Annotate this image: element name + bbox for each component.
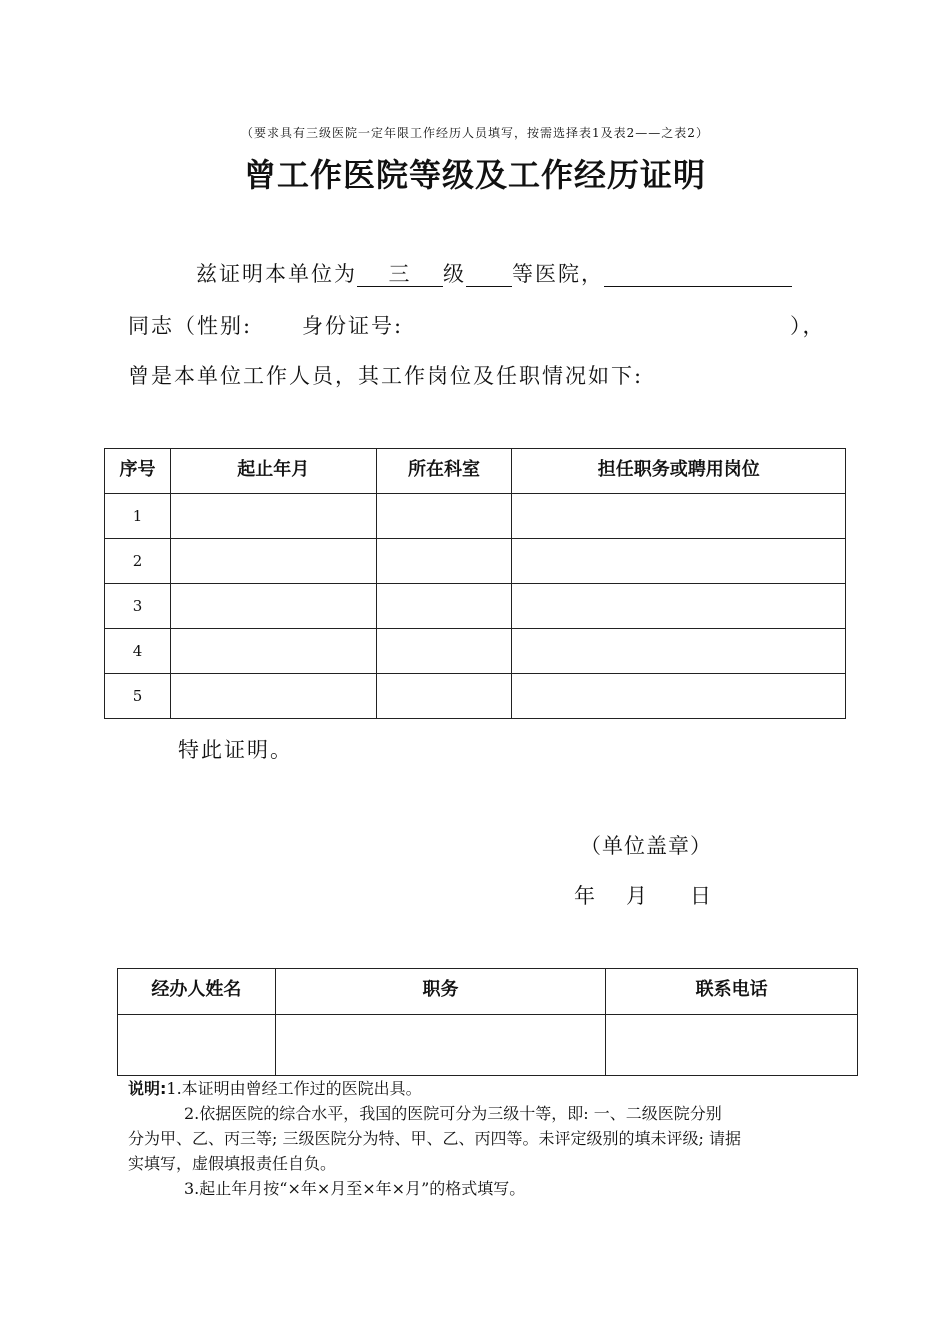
position-cell[interactable] bbox=[512, 494, 846, 539]
cert-line-2-close: ）， bbox=[790, 314, 826, 338]
table-row bbox=[118, 1015, 858, 1076]
position-cell[interactable] bbox=[512, 539, 846, 584]
position-cell[interactable] bbox=[512, 629, 846, 674]
explanation-item-3: 3.起止年月按“×年×月至×年×月”的格式填写。 bbox=[184, 1179, 526, 1198]
handler-name-cell[interactable] bbox=[118, 1015, 276, 1076]
period-cell[interactable] bbox=[170, 584, 376, 629]
position-cell[interactable] bbox=[512, 584, 846, 629]
hospital-level-field[interactable] bbox=[357, 262, 443, 287]
col-header-index: 序号 bbox=[105, 449, 171, 494]
header-note: （要求具有三级医院一定年限工作经历人员填写，按需选择表1及表2——之表2） bbox=[241, 126, 709, 140]
row-index: 2 bbox=[105, 539, 171, 584]
explanation-item-2-line-3: 实填写，虚假填报责任自负。 bbox=[128, 1154, 337, 1173]
handler-table bbox=[117, 968, 858, 1076]
date-day: 日 bbox=[690, 884, 713, 908]
col-header-department: 所在科室 bbox=[376, 449, 512, 494]
cert-line-1 bbox=[196, 258, 792, 288]
col-header-period: 起止年月 bbox=[170, 449, 376, 494]
period-cell[interactable] bbox=[170, 539, 376, 584]
handler-header-row bbox=[118, 969, 858, 1015]
hospital-grade-field[interactable] bbox=[466, 262, 512, 287]
table-row bbox=[105, 494, 846, 539]
department-cell[interactable] bbox=[376, 629, 512, 674]
work-history-header-row bbox=[105, 449, 846, 494]
period-cell[interactable] bbox=[170, 629, 376, 674]
department-cell[interactable] bbox=[376, 674, 512, 719]
grade-suffix: 等医院， bbox=[512, 262, 604, 286]
handler-title-cell[interactable] bbox=[275, 1015, 606, 1076]
department-cell[interactable] bbox=[376, 494, 512, 539]
unit-stamp-label: （单位盖章） bbox=[580, 834, 712, 858]
period-cell[interactable] bbox=[170, 674, 376, 719]
date-year: 年 bbox=[574, 884, 597, 908]
col-header-handler-phone: 联系电话 bbox=[606, 969, 858, 1015]
department-cell[interactable] bbox=[376, 539, 512, 584]
level-suffix: 级 bbox=[443, 262, 466, 286]
cert-line-2-id: 身份证号: bbox=[302, 314, 404, 338]
table-row bbox=[105, 539, 846, 584]
position-cell[interactable] bbox=[512, 674, 846, 719]
cert-line-2-gender: 同志（性别: bbox=[128, 314, 253, 338]
handler-phone-cell[interactable] bbox=[606, 1015, 858, 1076]
hospital-level-value: 三 bbox=[388, 262, 412, 286]
explanation-item-2-line-1: 2.依据医院的综合水平，我国的医院可分为三级十等，即: 一、二级医院分别 bbox=[184, 1104, 722, 1123]
row-index: 5 bbox=[105, 674, 171, 719]
explanation-item-2-line-2: 分为甲、乙、丙三等; 三级医院分为特、甲、乙、丙四等。未评定级别的填未评级; 请据 bbox=[128, 1129, 741, 1148]
cert-prefix: 兹证明本单位为 bbox=[196, 262, 357, 286]
col-header-handler-name: 经办人姓名 bbox=[118, 969, 276, 1015]
closing-statement: 特此证明。 bbox=[178, 738, 293, 762]
row-index: 1 bbox=[105, 494, 171, 539]
cert-line-3: 曾是本单位工作人员，其工作岗位及任职情况如下: bbox=[128, 364, 644, 388]
date-month: 月 bbox=[626, 884, 649, 908]
department-cell[interactable] bbox=[376, 584, 512, 629]
work-history-table bbox=[104, 448, 846, 719]
explanation bbox=[128, 1076, 848, 1201]
person-name-field[interactable] bbox=[604, 262, 792, 287]
col-header-handler-title: 职务 bbox=[275, 969, 606, 1015]
col-header-position: 担任职务或聘用岗位 bbox=[512, 449, 846, 494]
row-index: 3 bbox=[105, 584, 171, 629]
explanation-label: 说明: bbox=[128, 1079, 167, 1098]
row-index: 4 bbox=[105, 629, 171, 674]
explanation-item-1: 说明:1.本证明由曾经工作过的医院出具。 bbox=[128, 1079, 422, 1098]
table-row bbox=[105, 629, 846, 674]
table-row bbox=[105, 674, 846, 719]
table-row bbox=[105, 584, 846, 629]
document-title: 曾工作医院等级及工作经历证明 bbox=[243, 156, 706, 194]
period-cell[interactable] bbox=[170, 494, 376, 539]
